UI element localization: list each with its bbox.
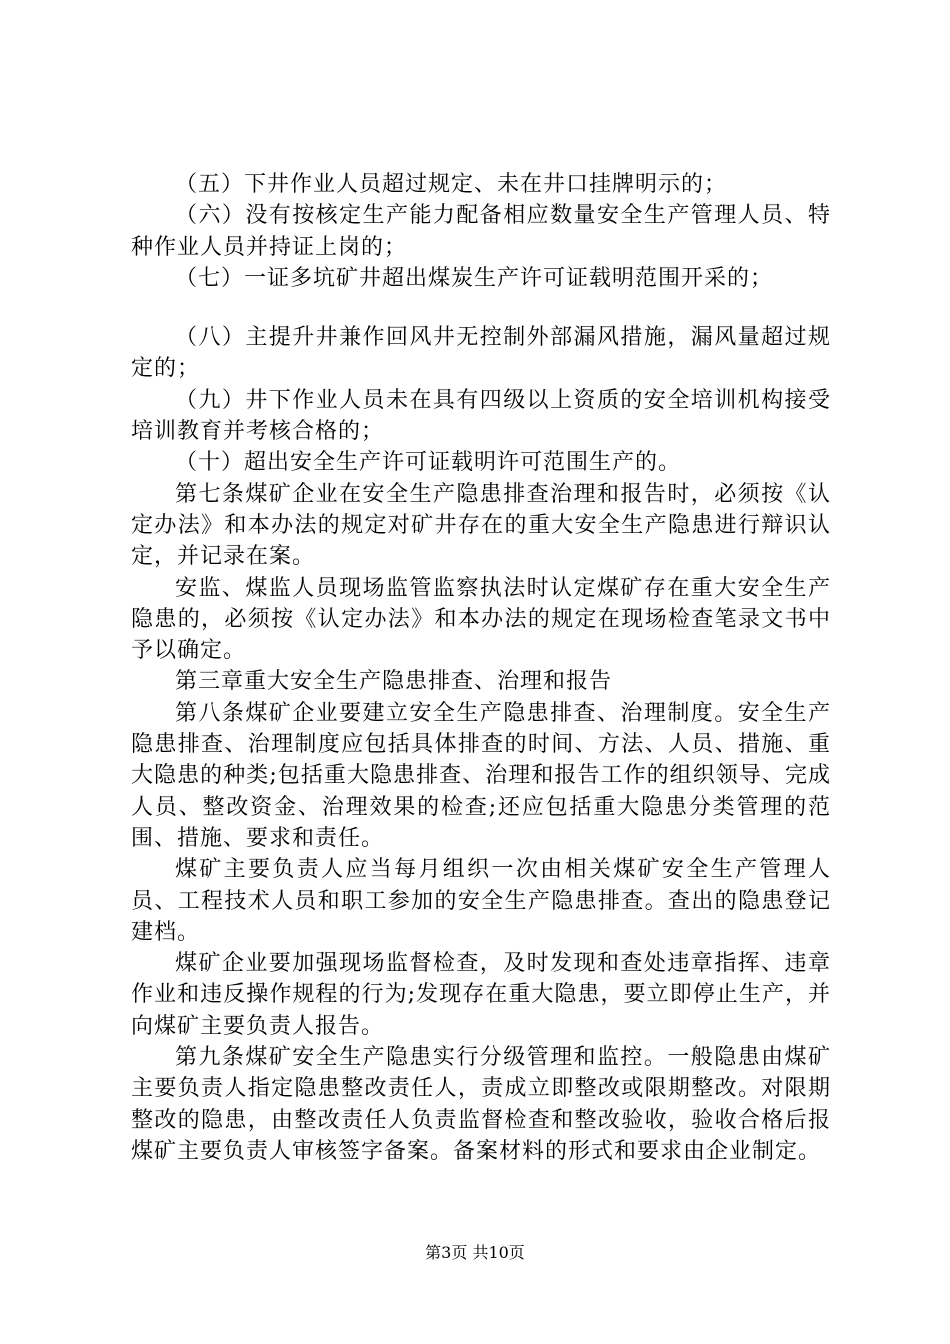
article-7: 第七条煤矿企业在安全生产隐患排查治理和报告时，必须按《认定办法》和本办法的规定对矿井存在的重大安全生产隐患进行辩识认定，并记录在案。 (131, 481, 831, 570)
document-body (131, 169, 831, 1167)
article-7-supervision: 安监、煤监人员现场监管监察执法时认定煤矿存在重大安全生产隐患的，必须按《认定办法》和本办法的规定在现场检查笔录文书中予以确定。 (131, 575, 831, 664)
paragraph-item-5: （五）下井作业人员超过规定、未在井口挂牌明示的； (175, 172, 728, 197)
article-8-monthly-check: 煤矿主要负责人应当每月组织一次由相关煤矿安全生产管理人员、工程技术人员和职工参加的安全生产隐患排查。查出的隐患登记建档。 (131, 857, 831, 945)
paragraph-item-8: （八）主提升井兼作回风井无控制外部漏风措施，漏风量超过规定的； (131, 325, 831, 382)
paragraph-spacer (131, 294, 831, 322)
article-9: 第九条煤矿安全生产隐患实行分级管理和监控。一般隐患由煤矿主要负责人指定隐患整改责任人，责成立即整改或限期整改。对限期整改的隐患，由整改责任人负责监督检查和整改验收，验收合格后报煤矿主要负责人审核签字备案。备案材料的形式和要求由企业制定。 (131, 1045, 831, 1164)
paragraph-item-6: （六）没有按核定生产能力配备相应数量安全生产管理人员、特种作业人员并持证上岗的； (131, 203, 831, 260)
paragraph-item-10: （十）超出安全生产许可证载明许可范围生产的。 (175, 450, 682, 476)
chapter-3-heading: 第三章重大安全生产隐患排查、治理和报告 (175, 669, 613, 695)
paragraph-item-7: （七）一证多坑矿井超出煤炭生产许可证载明范围开采的； (175, 265, 774, 291)
paragraph-item-9: （九）井下作业人员未在具有四级以上资质的安全培训机构接受培训教育并考核合格的； (131, 387, 831, 445)
article-8-site-supervision: 煤矿企业要加强现场监督检查，及时发现和查处违章指挥、违章作业和违反操作规程的行为;发现存在重大隐患，要立即停止生产，并向煤矿主要负责人报告。 (131, 951, 831, 1039)
page-number-footer: 第3页 共10页 (425, 1243, 525, 1262)
article-8: 第八条煤矿企业要建立安全生产隐患排查、治理制度。安全生产隐患排查、治理制度应包括具体排查的时间、方法、人员、措施、重大隐患的种类;包括重大隐患排查、治理和报告工作的组织领导、完成人员、整改资金、治理效果的检查;还应包括重大隐患分类管理的范围、措施、要求和责任。 (131, 700, 831, 851)
